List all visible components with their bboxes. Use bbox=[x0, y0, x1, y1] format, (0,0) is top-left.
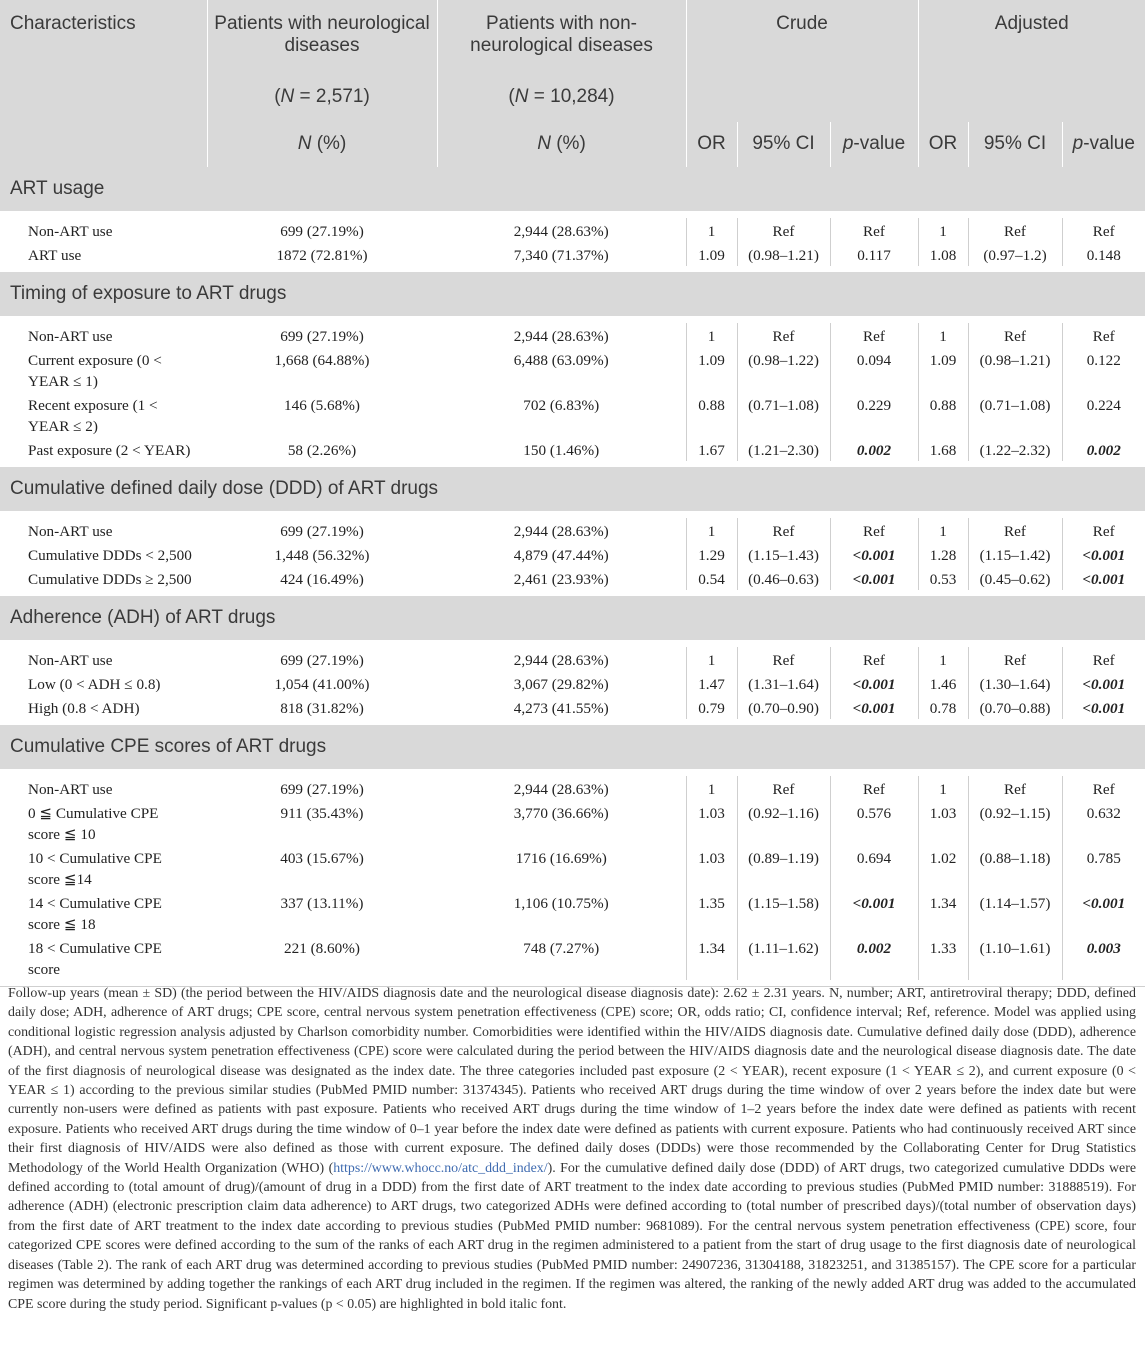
adjusted-ci: Ref bbox=[968, 776, 1062, 800]
adjusted-p: <0.001 bbox=[1062, 695, 1145, 719]
adjusted-or: 1.09 bbox=[918, 347, 968, 392]
crude-or: 1 bbox=[686, 776, 737, 800]
adjusted-or: 1.28 bbox=[918, 542, 968, 566]
row-label: Non-ART use bbox=[28, 223, 113, 240]
group1-value: 221 (8.60%) bbox=[284, 940, 360, 957]
header-adjusted-p: p-value bbox=[1062, 122, 1145, 167]
group2-value: 150 (1.46%) bbox=[523, 442, 600, 459]
table-row bbox=[0, 323, 1145, 347]
section-header bbox=[0, 725, 1145, 769]
adjusted-p: <0.001 bbox=[1062, 566, 1145, 590]
adjusted-ci: Ref bbox=[968, 518, 1062, 542]
adjusted-p: Ref bbox=[1062, 518, 1145, 542]
adjusted-or: 1 bbox=[918, 518, 968, 542]
row-label: Non-ART use bbox=[28, 328, 113, 345]
group1-value: 1,668 (64.88%) bbox=[274, 352, 370, 369]
group1-value: 699 (27.19%) bbox=[280, 652, 364, 669]
adjusted-or: 0.53 bbox=[918, 566, 968, 590]
who-link[interactable]: https://www.whocc.no/atc_ddd_index/ bbox=[333, 1160, 548, 1176]
crude-p: <0.001 bbox=[830, 566, 918, 590]
adjusted-p: 0.122 bbox=[1062, 347, 1145, 392]
group1-value: 699 (27.19%) bbox=[280, 781, 364, 798]
adjusted-p: Ref bbox=[1062, 776, 1145, 800]
crude-ci: (0.70–0.90) bbox=[737, 695, 830, 719]
adjusted-p: Ref bbox=[1062, 647, 1145, 671]
header-characteristics: Characteristics bbox=[0, 0, 207, 122]
adjusted-or: 0.88 bbox=[918, 392, 968, 437]
crude-or: 1 bbox=[686, 518, 737, 542]
group1-value: 911 (35.43%) bbox=[280, 805, 364, 822]
adjusted-p: Ref bbox=[1062, 323, 1145, 347]
group1-value: 58 (2.26%) bbox=[287, 442, 357, 459]
crude-ci: Ref bbox=[737, 776, 830, 800]
group2-value: 748 (7.27%) bbox=[523, 940, 600, 957]
crude-p: <0.001 bbox=[830, 671, 918, 695]
header-group-non-neurological: Patients with non-neurological diseases bbox=[437, 0, 686, 72]
group2-value: 2,944 (28.63%) bbox=[513, 223, 609, 240]
group2-value: 6,488 (63.09%) bbox=[513, 352, 609, 369]
adjusted-ci: (1.15–1.42) bbox=[968, 542, 1062, 566]
adjusted-or: 1 bbox=[918, 218, 968, 242]
adjusted-or: 1.33 bbox=[918, 935, 968, 980]
crude-ci: Ref bbox=[737, 647, 830, 671]
adjusted-ci: (0.98–1.21) bbox=[968, 347, 1062, 392]
group2-value: 2,944 (28.63%) bbox=[513, 781, 609, 798]
crude-or: 1 bbox=[686, 323, 737, 347]
table-row bbox=[0, 242, 1145, 266]
row-label: Low (0 < ADH ≤ 0.8) bbox=[28, 676, 161, 693]
header-group-neurological: Patients with neurological diseases bbox=[207, 0, 437, 72]
group1-value: 146 (5.68%) bbox=[284, 397, 360, 414]
row-label: 18 < Cumulative CPE score bbox=[28, 940, 162, 978]
section-title: Cumulative defined daily dose (DDD) of ART drugs bbox=[0, 467, 1145, 511]
crude-p: 0.002 bbox=[830, 935, 918, 980]
header-npct-2: N (%) bbox=[437, 122, 686, 167]
crude-p: 0.576 bbox=[830, 800, 918, 845]
crude-ci: Ref bbox=[737, 323, 830, 347]
group1-value: 1872 (72.81%) bbox=[276, 247, 368, 264]
table-row bbox=[0, 890, 1145, 935]
section-header bbox=[0, 596, 1145, 640]
adjusted-or: 1.34 bbox=[918, 890, 968, 935]
section-header bbox=[0, 272, 1145, 316]
row-label: Non-ART use bbox=[28, 523, 113, 540]
row-label: Cumulative DDDs ≥ 2,500 bbox=[28, 571, 192, 588]
adjusted-p: <0.001 bbox=[1062, 671, 1145, 695]
table-row bbox=[0, 566, 1145, 590]
adjusted-ci: Ref bbox=[968, 647, 1062, 671]
adjusted-p: 0.785 bbox=[1062, 845, 1145, 890]
adjusted-ci: (0.88–1.18) bbox=[968, 845, 1062, 890]
adjusted-or: 1.68 bbox=[918, 437, 968, 461]
group2-value: 2,461 (23.93%) bbox=[513, 571, 609, 588]
row-label: ART use bbox=[28, 247, 82, 264]
group1-value: 699 (27.19%) bbox=[280, 523, 364, 540]
crude-p: Ref bbox=[830, 647, 918, 671]
table-row bbox=[0, 935, 1145, 980]
crude-or: 0.79 bbox=[686, 695, 737, 719]
adjusted-p: 0.632 bbox=[1062, 800, 1145, 845]
header-adjusted: Adjusted bbox=[918, 0, 1145, 122]
table-row bbox=[0, 542, 1145, 566]
crude-ci: (1.15–1.43) bbox=[737, 542, 830, 566]
header-crude: Crude bbox=[686, 0, 918, 122]
adjusted-or: 1 bbox=[918, 647, 968, 671]
table-row bbox=[0, 437, 1145, 461]
crude-p: Ref bbox=[830, 776, 918, 800]
adjusted-ci: (1.30–1.64) bbox=[968, 671, 1062, 695]
crude-p: <0.001 bbox=[830, 695, 918, 719]
adjusted-or: 1.46 bbox=[918, 671, 968, 695]
adjusted-or: 0.78 bbox=[918, 695, 968, 719]
crude-or: 1 bbox=[686, 218, 737, 242]
group1-value: 1,054 (41.00%) bbox=[274, 676, 370, 693]
crude-or: 1.09 bbox=[686, 347, 737, 392]
row-label: 14 < Cumulative CPE score ≦ 18 bbox=[28, 895, 162, 933]
adjusted-ci: (0.45–0.62) bbox=[968, 566, 1062, 590]
crude-or: 0.54 bbox=[686, 566, 737, 590]
section-title: ART usage bbox=[0, 167, 1145, 211]
header-adjusted-or: OR bbox=[918, 122, 968, 167]
header-crude-ci: 95% CI bbox=[737, 122, 830, 167]
group2-value: 2,944 (28.63%) bbox=[513, 328, 609, 345]
crude-or: 1 bbox=[686, 647, 737, 671]
crude-ci: (0.89–1.19) bbox=[737, 845, 830, 890]
header-crude-or: OR bbox=[686, 122, 737, 167]
crude-ci: (1.21–2.30) bbox=[737, 437, 830, 461]
table-row bbox=[0, 647, 1145, 671]
table-row bbox=[0, 845, 1145, 890]
table-row bbox=[0, 671, 1145, 695]
adjusted-ci: (0.92–1.15) bbox=[968, 800, 1062, 845]
group2-value: 7,340 (71.37%) bbox=[513, 247, 609, 264]
footnote-text-1: Follow-up years (mean ± SD) (the period between the HIV/AIDS diagnosis date and the neurological disease diagnosis date): 2.62 ± 2.31 years. N, number; ART, antiretroviral therapy; DDD, defined daily dose; ADH, adherence of ART drugs; CPE score, central nervous system penetration effectiveness (CPE) score; OR, odds ratio; CI, confidence interval; Ref, reference. Model was applied using conditional logistic regression analysis adjusted by Charlson comorbidity number. Comorbidities were identified within the HIV/AIDS diagnosis date. Cumulative defined daily dose (DDD), adherence (ADH), and central nervous system penetration effectiveness (CPE) score were calculated during the period between the HIV/AIDS diagnosis date and the neurological disease diagnosis date. The date of the first diagnosis of neurological disease was designated as the index date. The three categories included past exposure (2 < YEAR), recent exposure (1 < YEAR ≤ 2), and current exposure (0 < YEAR ≤ 1) according to the previous similar studies (PubMed PMID number: 31374345). Patients who received ART drugs during the time window of over 2 years before the index date but were currently non-users were defined as patients with past exposure. Patients who received ART drugs during the time window of 1–2 years before the index date were defined as patients with recent exposure. Patients who received ART drugs during the time window of 0–1 year before the index date were defined as patients with current exposure. Patients who had continuously received ART since their first diagnosis of HIV/AIDS were also defined as those with current exposure. The defined daily doses (DDDs) were those recommended by the Collaborating Center for Drug Statistics Methodology of the World Health Organization (WHO) ( bbox=[8, 986, 1136, 1176]
crude-p: <0.001 bbox=[830, 542, 918, 566]
crude-p: Ref bbox=[830, 218, 918, 242]
crude-p: Ref bbox=[830, 323, 918, 347]
group1-value: 424 (16.49%) bbox=[280, 571, 364, 588]
group1-value: 818 (31.82%) bbox=[280, 700, 364, 717]
table-footnote bbox=[8, 984, 1136, 1314]
adjusted-or: 1 bbox=[918, 323, 968, 347]
adjusted-ci: Ref bbox=[968, 218, 1062, 242]
row-label: 0 ≦ Cumulative CPE score ≦ 10 bbox=[28, 805, 159, 843]
group2-value: 3,770 (36.66%) bbox=[513, 805, 609, 822]
group2-value: 1716 (16.69%) bbox=[515, 850, 607, 867]
crude-ci: (0.92–1.16) bbox=[737, 800, 830, 845]
adjusted-p: 0.148 bbox=[1062, 242, 1145, 266]
adjusted-ci: (0.71–1.08) bbox=[968, 392, 1062, 437]
crude-or: 1.09 bbox=[686, 242, 737, 266]
crude-p: 0.094 bbox=[830, 347, 918, 392]
adjusted-ci: (0.70–0.88) bbox=[968, 695, 1062, 719]
crude-or: 1.34 bbox=[686, 935, 737, 980]
crude-ci: (1.11–1.62) bbox=[737, 935, 830, 980]
crude-ci: Ref bbox=[737, 218, 830, 242]
row-label: Past exposure (2 < YEAR) bbox=[28, 442, 191, 459]
crude-or: 1.47 bbox=[686, 671, 737, 695]
adjusted-p: <0.001 bbox=[1062, 542, 1145, 566]
crude-or: 1.67 bbox=[686, 437, 737, 461]
table-row bbox=[0, 347, 1145, 392]
header-n-neurological: (N = 2,571) bbox=[274, 86, 370, 107]
crude-ci: (1.15–1.58) bbox=[737, 890, 830, 935]
table-row bbox=[0, 800, 1145, 845]
crude-p: 0.117 bbox=[830, 242, 918, 266]
crude-ci: (1.31–1.64) bbox=[737, 671, 830, 695]
adjusted-or: 1.03 bbox=[918, 800, 968, 845]
group1-value: 699 (27.19%) bbox=[280, 223, 364, 240]
table-row bbox=[0, 776, 1145, 800]
table-row bbox=[0, 695, 1145, 719]
section-title: Adherence (ADH) of ART drugs bbox=[0, 596, 1145, 640]
group2-value: 2,944 (28.63%) bbox=[513, 652, 609, 669]
section-title: Cumulative CPE scores of ART drugs bbox=[0, 725, 1145, 769]
group1-value: 403 (15.67%) bbox=[280, 850, 364, 867]
adjusted-ci: Ref bbox=[968, 323, 1062, 347]
header-adjusted-ci: 95% CI bbox=[968, 122, 1062, 167]
crude-ci: (0.46–0.63) bbox=[737, 566, 830, 590]
adjusted-or: 1.02 bbox=[918, 845, 968, 890]
adjusted-ci: (1.10–1.61) bbox=[968, 935, 1062, 980]
section-header bbox=[0, 167, 1145, 211]
adjusted-ci: (1.14–1.57) bbox=[968, 890, 1062, 935]
adjusted-p: 0.224 bbox=[1062, 392, 1145, 437]
adjusted-ci: (1.22–2.32) bbox=[968, 437, 1062, 461]
crude-p: 0.002 bbox=[830, 437, 918, 461]
crude-p: 0.229 bbox=[830, 392, 918, 437]
row-label: Recent exposure (1 < YEAR ≤ 2) bbox=[28, 397, 158, 435]
crude-or: 1.03 bbox=[686, 845, 737, 890]
adjusted-ci: (0.97–1.2) bbox=[968, 242, 1062, 266]
crude-or: 1.35 bbox=[686, 890, 737, 935]
crude-ci: (0.71–1.08) bbox=[737, 392, 830, 437]
table-row bbox=[0, 392, 1145, 437]
row-label: Non-ART use bbox=[28, 652, 113, 669]
crude-p: Ref bbox=[830, 518, 918, 542]
footnote-text-2: ). For the cumulative defined daily dose (DDD) of ART drugs, two categorized cumulative DDDs were defined according to (total amount of drug)/(amount of drug in a DDD) from the first date of ART treatment to the index date according to previous studies (PubMed PMID number: 31888519). For adherence (ADH) (electronic prescription claim data adherence) to ART drugs, two categorized ADHs were defined according to (total number of prescribed days)/(total number of observation days) from the first date of ART treatment to the index date according to previous studies (PubMed PMID number: 9681089). For the central nervous system penetration effectiveness (CPE) score, four categorized CPE scores were defined according to the sum of the ranks of each ART drug in the regimen administered to a patient from the start of drug usage to the first diagnosis date of neurological diseases (Table 2). The rank of each ART drug was determined according to previous studies (PubMed PMID number: 24907236, 31304188, 31823251, and 31385157). The CPE score for a particular regimen was determined by adding together the rankings of each ART drug included in the regimen. If the regimen was altered, the ranking of the newly added ART drug was added to the accumulated CPE score during the study period. Significant p-values (p < 0.05) are highlighted in bold italic font. bbox=[8, 1160, 1136, 1312]
adjusted-p: 0.003 bbox=[1062, 935, 1145, 980]
crude-p: <0.001 bbox=[830, 890, 918, 935]
group2-value: 3,067 (29.82%) bbox=[513, 676, 609, 693]
adjusted-or: 1.08 bbox=[918, 242, 968, 266]
table-row bbox=[0, 518, 1145, 542]
group1-value: 699 (27.19%) bbox=[280, 328, 364, 345]
row-label: High (0.8 < ADH) bbox=[28, 700, 140, 717]
group2-value: 4,273 (41.55%) bbox=[513, 700, 609, 717]
adjusted-or: 1 bbox=[918, 776, 968, 800]
crude-ci: (0.98–1.22) bbox=[737, 347, 830, 392]
header-npct-1: N (%) bbox=[207, 122, 437, 167]
header-crude-p: p-value bbox=[830, 122, 918, 167]
crude-or: 1.03 bbox=[686, 800, 737, 845]
group1-value: 337 (13.11%) bbox=[280, 895, 364, 912]
crude-or: 0.88 bbox=[686, 392, 737, 437]
table-body bbox=[0, 167, 1145, 987]
header-n-non-neurological: (N = 10,284) bbox=[508, 86, 615, 107]
adjusted-p: <0.001 bbox=[1062, 890, 1145, 935]
crude-ci: Ref bbox=[737, 518, 830, 542]
row-label: 10 < Cumulative CPE score ≦14 bbox=[28, 850, 162, 888]
section-title: Timing of exposure to ART drugs bbox=[0, 272, 1145, 316]
group2-value: 2,944 (28.63%) bbox=[513, 523, 609, 540]
crude-ci: (0.98–1.21) bbox=[737, 242, 830, 266]
adjusted-p: 0.002 bbox=[1062, 437, 1145, 461]
row-label: Non-ART use bbox=[28, 781, 113, 798]
crude-or: 1.29 bbox=[686, 542, 737, 566]
row-label: Current exposure (0 < YEAR ≤ 1) bbox=[28, 352, 162, 390]
crude-p: 0.694 bbox=[830, 845, 918, 890]
group2-value: 4,879 (47.44%) bbox=[513, 547, 609, 564]
adjusted-p: Ref bbox=[1062, 218, 1145, 242]
section-header bbox=[0, 467, 1145, 511]
group1-value: 1,448 (56.32%) bbox=[274, 547, 370, 564]
row-label: Cumulative DDDs < 2,500 bbox=[28, 547, 192, 564]
group2-value: 1,106 (10.75%) bbox=[513, 895, 609, 912]
table-row bbox=[0, 218, 1145, 242]
group2-value: 702 (6.83%) bbox=[523, 397, 600, 414]
